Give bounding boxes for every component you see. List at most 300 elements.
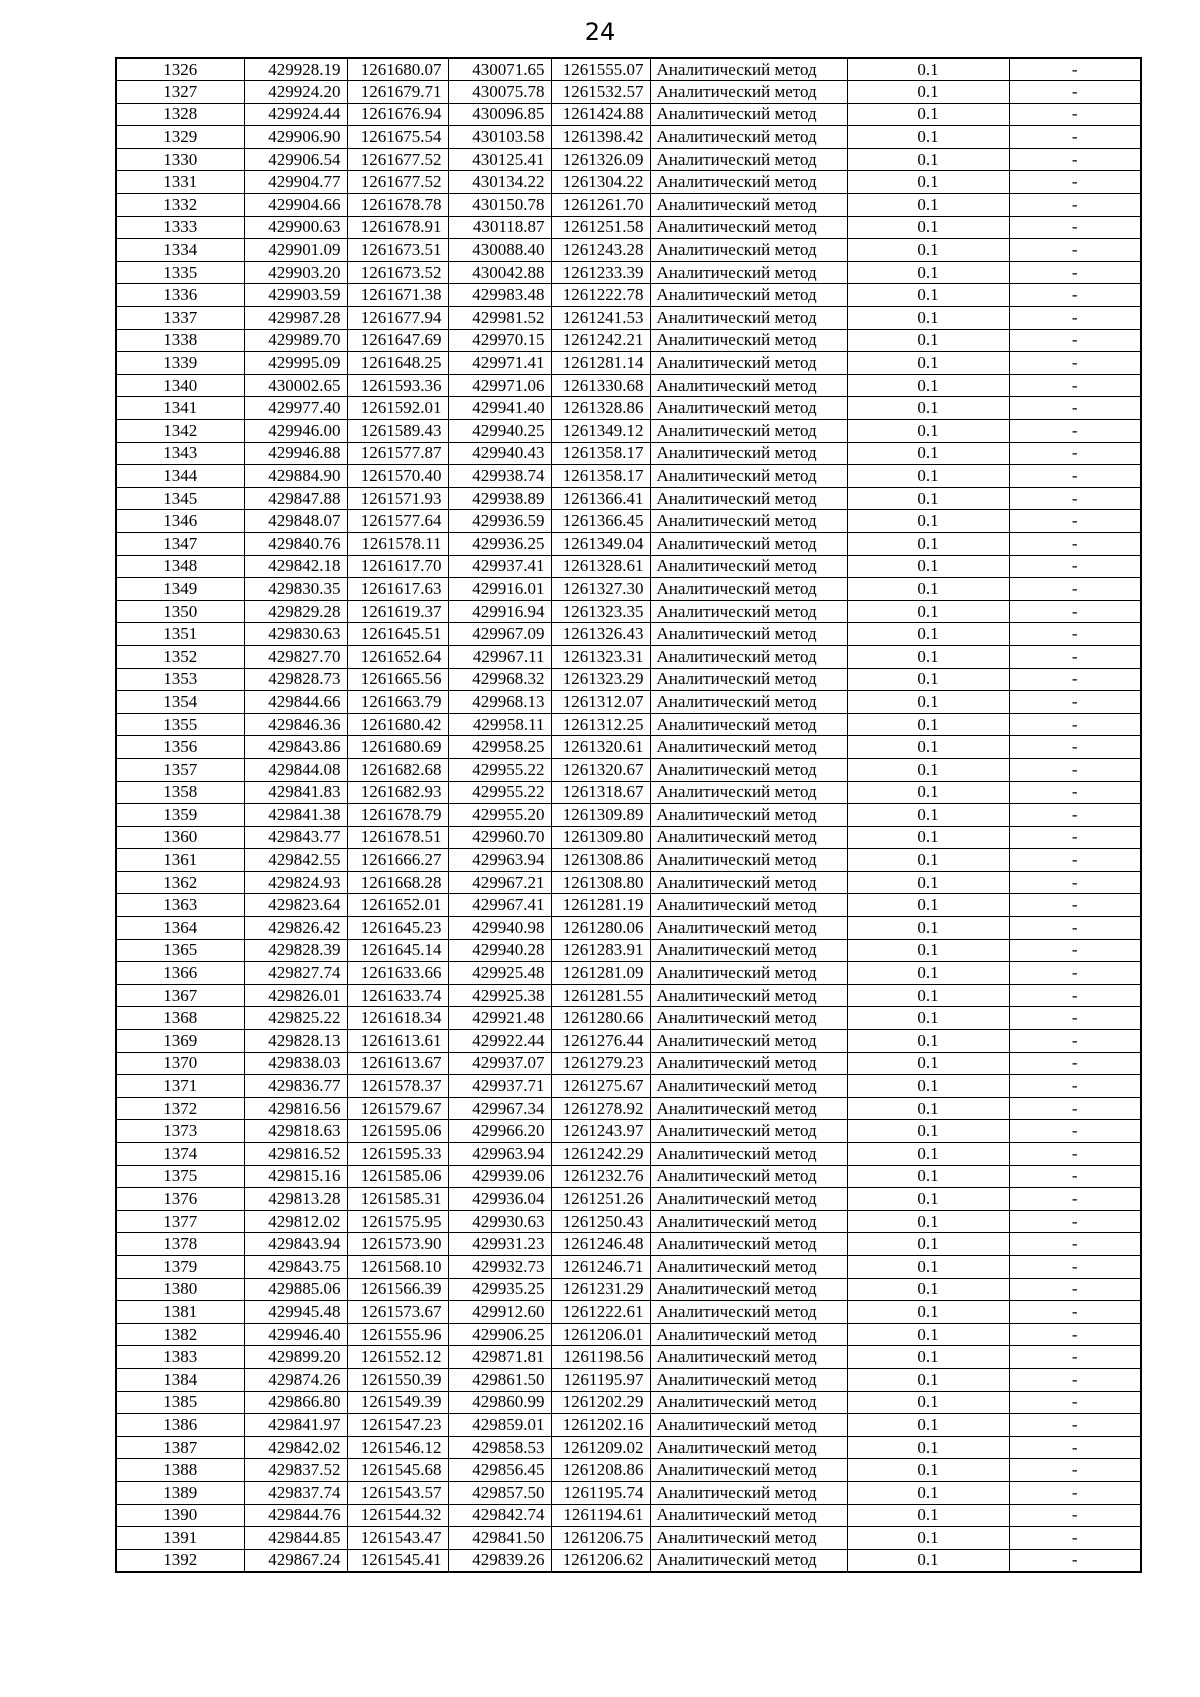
- y-old-cell: 1261592.01: [347, 397, 448, 420]
- note-cell: -: [1009, 1052, 1141, 1075]
- point-number-cell: 1353: [116, 668, 244, 691]
- coordinates-table: [115, 57, 1142, 1573]
- point-number-cell: 1371: [116, 1075, 244, 1098]
- x-new-cell: 429971.06: [448, 374, 551, 397]
- note-cell: -: [1009, 962, 1141, 985]
- note-cell: -: [1009, 148, 1141, 171]
- accuracy-cell: 0.1: [847, 103, 1009, 126]
- point-number-cell: 1363: [116, 894, 244, 917]
- y-new-cell: 1261242.21: [551, 329, 650, 352]
- note-cell: -: [1009, 736, 1141, 759]
- y-new-cell: 1261243.97: [551, 1120, 650, 1143]
- x-new-cell: 429925.38: [448, 984, 551, 1007]
- table-row: [116, 804, 1141, 827]
- table-row: [116, 1143, 1141, 1166]
- note-cell: -: [1009, 1459, 1141, 1482]
- y-new-cell: 1261246.71: [551, 1255, 650, 1278]
- note-cell: -: [1009, 510, 1141, 533]
- method-cell: Аналитический метод: [650, 1414, 847, 1437]
- x-old-cell: 429987.28: [244, 307, 347, 330]
- accuracy-cell: 0.1: [847, 58, 1009, 81]
- y-old-cell: 1261613.67: [347, 1052, 448, 1075]
- table-row: [116, 103, 1141, 126]
- method-cell: Аналитический метод: [650, 1301, 847, 1324]
- accuracy-cell: 0.1: [847, 1210, 1009, 1233]
- y-new-cell: 1261195.74: [551, 1481, 650, 1504]
- table-row: [116, 758, 1141, 781]
- table-row: [116, 849, 1141, 872]
- accuracy-cell: 0.1: [847, 600, 1009, 623]
- x-new-cell: 429955.22: [448, 781, 551, 804]
- table-row: [116, 826, 1141, 849]
- table-row: [116, 623, 1141, 646]
- x-new-cell: 429967.34: [448, 1097, 551, 1120]
- x-new-cell: 429841.50: [448, 1527, 551, 1550]
- y-new-cell: 1261233.39: [551, 261, 650, 284]
- table-row: [116, 1120, 1141, 1143]
- note-cell: -: [1009, 939, 1141, 962]
- accuracy-cell: 0.1: [847, 1278, 1009, 1301]
- y-new-cell: 1261206.01: [551, 1323, 650, 1346]
- y-old-cell: 1261647.69: [347, 329, 448, 352]
- y-new-cell: 1261308.86: [551, 849, 650, 872]
- x-new-cell: 430134.22: [448, 171, 551, 194]
- table-row: [116, 1233, 1141, 1256]
- table-row: [116, 352, 1141, 375]
- y-old-cell: 1261578.37: [347, 1075, 448, 1098]
- method-cell: Аналитический метод: [650, 1188, 847, 1211]
- x-old-cell: 429884.90: [244, 465, 347, 488]
- x-new-cell: 430075.78: [448, 81, 551, 104]
- y-new-cell: 1261194.61: [551, 1504, 650, 1527]
- point-number-cell: 1373: [116, 1120, 244, 1143]
- x-old-cell: 429924.20: [244, 81, 347, 104]
- note-cell: -: [1009, 758, 1141, 781]
- x-new-cell: 429935.25: [448, 1278, 551, 1301]
- method-cell: Аналитический метод: [650, 713, 847, 736]
- accuracy-cell: 0.1: [847, 1391, 1009, 1414]
- table-row: [116, 1323, 1141, 1346]
- method-cell: Аналитический метод: [650, 1436, 847, 1459]
- accuracy-cell: 0.1: [847, 1143, 1009, 1166]
- note-cell: -: [1009, 917, 1141, 940]
- accuracy-cell: 0.1: [847, 804, 1009, 827]
- method-cell: Аналитический метод: [650, 1481, 847, 1504]
- table-row: [116, 171, 1141, 194]
- note-cell: -: [1009, 1097, 1141, 1120]
- x-new-cell: 430088.40: [448, 239, 551, 262]
- note-cell: -: [1009, 1210, 1141, 1233]
- note-cell: -: [1009, 1391, 1141, 1414]
- x-old-cell: 429945.48: [244, 1301, 347, 1324]
- note-cell: -: [1009, 307, 1141, 330]
- y-new-cell: 1261366.45: [551, 510, 650, 533]
- table-row: [116, 555, 1141, 578]
- point-number-cell: 1330: [116, 148, 244, 171]
- x-new-cell: 429968.32: [448, 668, 551, 691]
- table-row: [116, 600, 1141, 623]
- point-number-cell: 1372: [116, 1097, 244, 1120]
- x-new-cell: 429967.41: [448, 894, 551, 917]
- y-old-cell: 1261547.23: [347, 1414, 448, 1437]
- point-number-cell: 1356: [116, 736, 244, 759]
- y-old-cell: 1261595.06: [347, 1120, 448, 1143]
- y-new-cell: 1261328.61: [551, 555, 650, 578]
- point-number-cell: 1349: [116, 578, 244, 601]
- table-row: [116, 397, 1141, 420]
- method-cell: Аналитический метод: [650, 1075, 847, 1098]
- method-cell: Аналитический метод: [650, 578, 847, 601]
- x-old-cell: 429827.74: [244, 962, 347, 985]
- accuracy-cell: 0.1: [847, 216, 1009, 239]
- accuracy-cell: 0.1: [847, 1301, 1009, 1324]
- table-row: [116, 81, 1141, 104]
- table-row: [116, 713, 1141, 736]
- y-new-cell: 1261398.42: [551, 126, 650, 149]
- table-row: [116, 917, 1141, 940]
- x-old-cell: 429899.20: [244, 1346, 347, 1369]
- note-cell: -: [1009, 1030, 1141, 1053]
- x-old-cell: 429826.01: [244, 984, 347, 1007]
- point-number-cell: 1374: [116, 1143, 244, 1166]
- note-cell: -: [1009, 849, 1141, 872]
- x-old-cell: 429818.63: [244, 1120, 347, 1143]
- x-new-cell: 429842.74: [448, 1504, 551, 1527]
- y-old-cell: 1261546.12: [347, 1436, 448, 1459]
- x-new-cell: 429936.25: [448, 532, 551, 555]
- note-cell: -: [1009, 1346, 1141, 1369]
- table-row: [116, 1368, 1141, 1391]
- method-cell: Аналитический метод: [650, 871, 847, 894]
- y-old-cell: 1261617.70: [347, 555, 448, 578]
- table-row: [116, 781, 1141, 804]
- method-cell: Аналитический метод: [650, 487, 847, 510]
- x-old-cell: 429826.42: [244, 917, 347, 940]
- note-cell: -: [1009, 1323, 1141, 1346]
- point-number-cell: 1331: [116, 171, 244, 194]
- point-number-cell: 1391: [116, 1527, 244, 1550]
- method-cell: Аналитический метод: [650, 194, 847, 217]
- method-cell: Аналитический метод: [650, 1278, 847, 1301]
- note-cell: -: [1009, 284, 1141, 307]
- table-row: [116, 962, 1141, 985]
- method-cell: Аналитический метод: [650, 645, 847, 668]
- point-number-cell: 1387: [116, 1436, 244, 1459]
- point-number-cell: 1359: [116, 804, 244, 827]
- y-new-cell: 1261232.76: [551, 1165, 650, 1188]
- table-row: [116, 126, 1141, 149]
- x-old-cell: 429828.39: [244, 939, 347, 962]
- point-number-cell: 1388: [116, 1459, 244, 1482]
- point-number-cell: 1389: [116, 1481, 244, 1504]
- y-new-cell: 1261283.91: [551, 939, 650, 962]
- y-new-cell: 1261202.16: [551, 1414, 650, 1437]
- method-cell: Аналитический метод: [650, 1527, 847, 1550]
- note-cell: -: [1009, 532, 1141, 555]
- y-old-cell: 1261677.52: [347, 148, 448, 171]
- method-cell: Аналитический метод: [650, 1346, 847, 1369]
- method-cell: Аналитический метод: [650, 261, 847, 284]
- method-cell: Аналитический метод: [650, 1030, 847, 1053]
- note-cell: -: [1009, 1007, 1141, 1030]
- table-row: [116, 1097, 1141, 1120]
- point-number-cell: 1390: [116, 1504, 244, 1527]
- y-old-cell: 1261550.39: [347, 1368, 448, 1391]
- point-number-cell: 1381: [116, 1301, 244, 1324]
- point-number-cell: 1332: [116, 194, 244, 217]
- x-old-cell: 429837.52: [244, 1459, 347, 1482]
- accuracy-cell: 0.1: [847, 171, 1009, 194]
- x-new-cell: 429938.74: [448, 465, 551, 488]
- x-new-cell: 429955.22: [448, 758, 551, 781]
- point-number-cell: 1352: [116, 645, 244, 668]
- x-new-cell: 429967.21: [448, 871, 551, 894]
- point-number-cell: 1384: [116, 1368, 244, 1391]
- y-old-cell: 1261673.52: [347, 261, 448, 284]
- point-number-cell: 1378: [116, 1233, 244, 1256]
- method-cell: Аналитический метод: [650, 239, 847, 262]
- note-cell: -: [1009, 1278, 1141, 1301]
- x-old-cell: 429824.93: [244, 871, 347, 894]
- x-old-cell: 429843.86: [244, 736, 347, 759]
- y-new-cell: 1261250.43: [551, 1210, 650, 1233]
- note-cell: -: [1009, 826, 1141, 849]
- note-cell: -: [1009, 374, 1141, 397]
- x-old-cell: 429841.83: [244, 781, 347, 804]
- accuracy-cell: 0.1: [847, 284, 1009, 307]
- note-cell: -: [1009, 352, 1141, 375]
- y-old-cell: 1261552.12: [347, 1346, 448, 1369]
- point-number-cell: 1343: [116, 442, 244, 465]
- point-number-cell: 1335: [116, 261, 244, 284]
- accuracy-cell: 0.1: [847, 1527, 1009, 1550]
- y-old-cell: 1261619.37: [347, 600, 448, 623]
- point-number-cell: 1386: [116, 1414, 244, 1437]
- table-row: [116, 1278, 1141, 1301]
- y-old-cell: 1261579.67: [347, 1097, 448, 1120]
- y-new-cell: 1261366.41: [551, 487, 650, 510]
- y-new-cell: 1261320.61: [551, 736, 650, 759]
- y-new-cell: 1261222.61: [551, 1301, 650, 1324]
- x-old-cell: 429874.26: [244, 1368, 347, 1391]
- y-old-cell: 1261570.40: [347, 465, 448, 488]
- point-number-cell: 1341: [116, 397, 244, 420]
- y-new-cell: 1261281.19: [551, 894, 650, 917]
- accuracy-cell: 0.1: [847, 1549, 1009, 1572]
- x-old-cell: 429847.88: [244, 487, 347, 510]
- method-cell: Аналитический метод: [650, 804, 847, 827]
- note-cell: -: [1009, 216, 1141, 239]
- method-cell: Аналитический метод: [650, 691, 847, 714]
- accuracy-cell: 0.1: [847, 645, 1009, 668]
- table-row: [116, 510, 1141, 533]
- x-new-cell: 429940.28: [448, 939, 551, 962]
- x-new-cell: 429871.81: [448, 1346, 551, 1369]
- x-old-cell: 429924.44: [244, 103, 347, 126]
- note-cell: -: [1009, 420, 1141, 443]
- y-old-cell: 1261663.79: [347, 691, 448, 714]
- accuracy-cell: 0.1: [847, 1097, 1009, 1120]
- method-cell: Аналитический метод: [650, 420, 847, 443]
- point-number-cell: 1366: [116, 962, 244, 985]
- method-cell: Аналитический метод: [650, 216, 847, 239]
- note-cell: -: [1009, 804, 1141, 827]
- table-row: [116, 239, 1141, 262]
- method-cell: Аналитический метод: [650, 352, 847, 375]
- method-cell: Аналитический метод: [650, 81, 847, 104]
- x-new-cell: 429963.94: [448, 1143, 551, 1166]
- point-number-cell: 1345: [116, 487, 244, 510]
- y-new-cell: 1261278.92: [551, 1097, 650, 1120]
- table-row: [116, 736, 1141, 759]
- table-row: [116, 284, 1141, 307]
- x-old-cell: 429813.28: [244, 1188, 347, 1211]
- y-old-cell: 1261613.61: [347, 1030, 448, 1053]
- method-cell: Аналитический метод: [650, 1504, 847, 1527]
- y-old-cell: 1261678.91: [347, 216, 448, 239]
- method-cell: Аналитический метод: [650, 1549, 847, 1572]
- y-old-cell: 1261566.39: [347, 1278, 448, 1301]
- y-old-cell: 1261545.41: [347, 1549, 448, 1572]
- x-old-cell: 429846.36: [244, 713, 347, 736]
- y-new-cell: 1261198.56: [551, 1346, 650, 1369]
- point-number-cell: 1334: [116, 239, 244, 262]
- point-number-cell: 1360: [116, 826, 244, 849]
- note-cell: -: [1009, 691, 1141, 714]
- note-cell: -: [1009, 894, 1141, 917]
- x-old-cell: 429828.73: [244, 668, 347, 691]
- x-old-cell: 429825.22: [244, 1007, 347, 1030]
- x-new-cell: 429958.25: [448, 736, 551, 759]
- accuracy-cell: 0.1: [847, 1007, 1009, 1030]
- x-old-cell: 429866.80: [244, 1391, 347, 1414]
- table-row: [116, 442, 1141, 465]
- accuracy-cell: 0.1: [847, 194, 1009, 217]
- x-old-cell: 429842.18: [244, 555, 347, 578]
- y-old-cell: 1261543.57: [347, 1481, 448, 1504]
- x-new-cell: 429936.59: [448, 510, 551, 533]
- accuracy-cell: 0.1: [847, 758, 1009, 781]
- method-cell: Аналитический метод: [650, 126, 847, 149]
- note-cell: -: [1009, 1075, 1141, 1098]
- x-old-cell: 429843.75: [244, 1255, 347, 1278]
- y-new-cell: 1261309.89: [551, 804, 650, 827]
- point-number-cell: 1344: [116, 465, 244, 488]
- y-new-cell: 1261328.86: [551, 397, 650, 420]
- method-cell: Аналитический метод: [650, 623, 847, 646]
- y-new-cell: 1261304.22: [551, 171, 650, 194]
- y-old-cell: 1261645.23: [347, 917, 448, 940]
- accuracy-cell: 0.1: [847, 1233, 1009, 1256]
- x-new-cell: 429937.07: [448, 1052, 551, 1075]
- y-new-cell: 1261281.14: [551, 352, 650, 375]
- accuracy-cell: 0.1: [847, 239, 1009, 262]
- y-old-cell: 1261571.93: [347, 487, 448, 510]
- table-row: [116, 420, 1141, 443]
- x-new-cell: 429966.20: [448, 1120, 551, 1143]
- point-number-cell: 1336: [116, 284, 244, 307]
- y-old-cell: 1261677.52: [347, 171, 448, 194]
- method-cell: Аналитический метод: [650, 1233, 847, 1256]
- y-new-cell: 1261280.66: [551, 1007, 650, 1030]
- y-old-cell: 1261544.32: [347, 1504, 448, 1527]
- method-cell: Аналитический метод: [650, 171, 847, 194]
- note-cell: -: [1009, 261, 1141, 284]
- note-cell: -: [1009, 1120, 1141, 1143]
- y-new-cell: 1261279.23: [551, 1052, 650, 1075]
- note-cell: -: [1009, 623, 1141, 646]
- x-old-cell: 429900.63: [244, 216, 347, 239]
- point-number-cell: 1365: [116, 939, 244, 962]
- x-new-cell: 429968.13: [448, 691, 551, 714]
- x-old-cell: 429844.85: [244, 1527, 347, 1550]
- note-cell: -: [1009, 81, 1141, 104]
- method-cell: Аналитический метод: [650, 1052, 847, 1075]
- point-number-cell: 1392: [116, 1549, 244, 1572]
- y-old-cell: 1261577.87: [347, 442, 448, 465]
- y-new-cell: 1261312.25: [551, 713, 650, 736]
- note-cell: -: [1009, 600, 1141, 623]
- method-cell: Аналитический метод: [650, 1143, 847, 1166]
- note-cell: -: [1009, 871, 1141, 894]
- note-cell: -: [1009, 239, 1141, 262]
- note-cell: -: [1009, 329, 1141, 352]
- y-new-cell: 1261276.44: [551, 1030, 650, 1053]
- table-row: [116, 148, 1141, 171]
- table-row: [116, 1007, 1141, 1030]
- point-number-cell: 1383: [116, 1346, 244, 1369]
- note-cell: -: [1009, 1368, 1141, 1391]
- y-old-cell: 1261573.67: [347, 1301, 448, 1324]
- x-old-cell: 429848.07: [244, 510, 347, 533]
- x-old-cell: 429840.76: [244, 532, 347, 555]
- y-old-cell: 1261568.10: [347, 1255, 448, 1278]
- point-number-cell: 1351: [116, 623, 244, 646]
- table-row: [116, 1346, 1141, 1369]
- table-row: [116, 329, 1141, 352]
- y-new-cell: 1261208.86: [551, 1459, 650, 1482]
- table-row: [116, 1255, 1141, 1278]
- note-cell: -: [1009, 465, 1141, 488]
- table-row: [116, 1391, 1141, 1414]
- y-old-cell: 1261645.14: [347, 939, 448, 962]
- y-old-cell: 1261652.64: [347, 645, 448, 668]
- x-new-cell: 429938.89: [448, 487, 551, 510]
- table-row: [116, 1301, 1141, 1324]
- accuracy-cell: 0.1: [847, 465, 1009, 488]
- y-new-cell: 1261206.62: [551, 1549, 650, 1572]
- point-number-cell: 1355: [116, 713, 244, 736]
- method-cell: Аналитический метод: [650, 781, 847, 804]
- y-new-cell: 1261330.68: [551, 374, 650, 397]
- x-old-cell: 429903.59: [244, 284, 347, 307]
- y-old-cell: 1261680.42: [347, 713, 448, 736]
- y-old-cell: 1261678.78: [347, 194, 448, 217]
- coordinates-table-body: [116, 58, 1141, 1572]
- table-row: [116, 1527, 1141, 1550]
- accuracy-cell: 0.1: [847, 81, 1009, 104]
- x-new-cell: 430125.41: [448, 148, 551, 171]
- method-cell: Аналитический метод: [650, 668, 847, 691]
- point-number-cell: 1348: [116, 555, 244, 578]
- x-old-cell: 429815.16: [244, 1165, 347, 1188]
- point-number-cell: 1347: [116, 532, 244, 555]
- table-row: [116, 532, 1141, 555]
- x-new-cell: 429930.63: [448, 1210, 551, 1233]
- y-new-cell: 1261281.09: [551, 962, 650, 985]
- x-old-cell: 429844.66: [244, 691, 347, 714]
- y-new-cell: 1261318.67: [551, 781, 650, 804]
